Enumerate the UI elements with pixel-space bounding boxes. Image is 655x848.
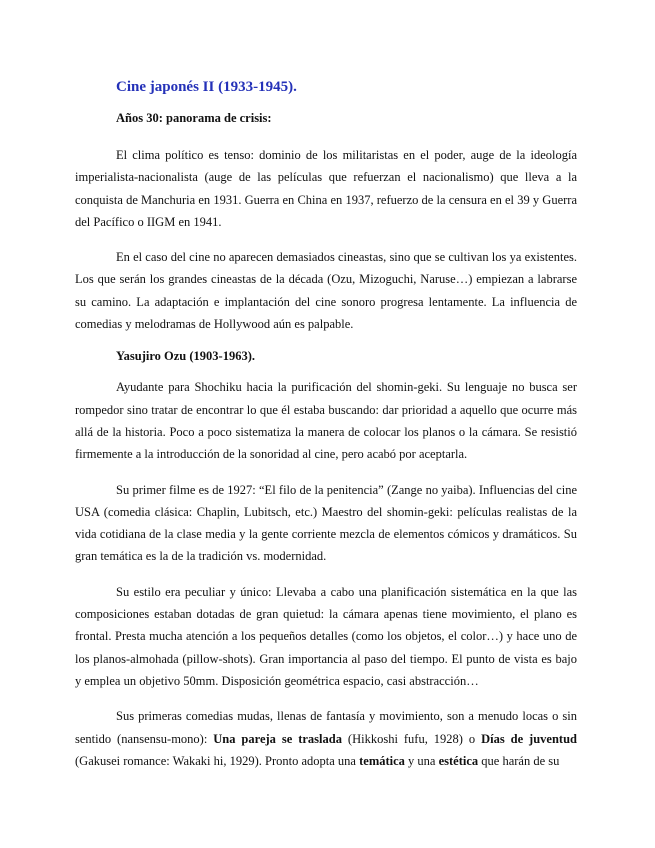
film-title-una-pareja: Una pareja se traslada — [213, 731, 342, 746]
text-run: Sus primeras comedias mudas, llenas de fantasía y movimiento, son a menudo locas o sin sentido (nansensu-mono): — [75, 709, 577, 746]
paragraph-clima-politico: El clima político es tenso: dominio de los militaristas en el poder, auge de la ideología imperialista-nacionalista (auge de las películas que refuerzan el nacionalismo) que lleva a la conquista de Manchuria en 1931. Guerra en China en 1937, refuerzo de la censura en el 39 y Guerra del Pacífico o IIGM en 1941. — [75, 148, 577, 229]
paragraph-primeras-comedias — [75, 705, 577, 772]
film-title-dias-de-juventud: Días de juventud — [481, 731, 577, 746]
emphasis-estetica: estética — [438, 753, 479, 768]
paragraph-ayudante-shochiku: Ayudante para Shochiku hacia la purificación del shomin-geki. Su lenguaje no busca ser rompedor sino tratar de encontrar lo que él estaba buscando: dar prioridad a aquello que ocurre más allá de la historia. Poco a poco sistematiza la manera de colocar los planos o la cámara. Se resistió firmemente a la introducción de la sonoridad al cine, pero acabó por aceptarla. — [75, 380, 577, 462]
text-run: que harán de su — [478, 753, 560, 768]
emphasis-tematica: temática — [359, 753, 405, 768]
text-run: (Gakusei romance: Wakaki hi, 1929). Pronto adopta una — [75, 753, 360, 768]
paragraph-caso-del-cine: En el caso del cine no aparecen demasiados cineastas, sino que se cultivan los ya existentes. Los que serán los grandes cineastas de la década (Ozu, Mizoguchi, Naruse…) empiezan a labrarse su camino. La adaptación e implantación del cine sonoro progresa lentamente. La influencia de comedias y melodramas de Hollywood aún es palpable. — [75, 250, 577, 332]
section-heading-ozu: Yasujiro Ozu (1903-1963). — [116, 349, 256, 364]
text-run: (Hikkoshi fufu, 1928) o — [341, 731, 482, 746]
text-run: y una — [404, 753, 439, 768]
page-title: Cine japonés II (1933-1945). — [116, 79, 297, 95]
paragraph-primer-filme: Su primer filme es de 1927: “El filo de la penitencia” (Zange no yaiba). Influencias del cine USA (comedia clásica: Chaplin, Lubitsch, etc.) Maestro del shomin-geki: películas realistas de la vida cotidiana de la clase media y la gente corriente mezcla de elementos cómicos y dramáticos. Su gran temática es la de la tradición vs. modernidad. — [75, 482, 577, 564]
paragraph-estilo: Su estilo era peculiar y único: Llevaba a cabo una planificación sistemática en la que las composiciones estaban dotadas de gran quietud: la cámara apenas tiene movimiento, el plano es frontal. Presta mucha atención a los pequeños detalles (como los objetos, el color…) y hace uno de los planos-almohada (pillow-shots). Gran importancia al paso del tiempo. El punto de vista es bajo y emplea un objetivo 50mm. Disposición geométrica espacio, casi abstracción… — [75, 584, 577, 688]
section-heading-anios-30: Años 30: panorama de crisis: — [116, 111, 272, 125]
